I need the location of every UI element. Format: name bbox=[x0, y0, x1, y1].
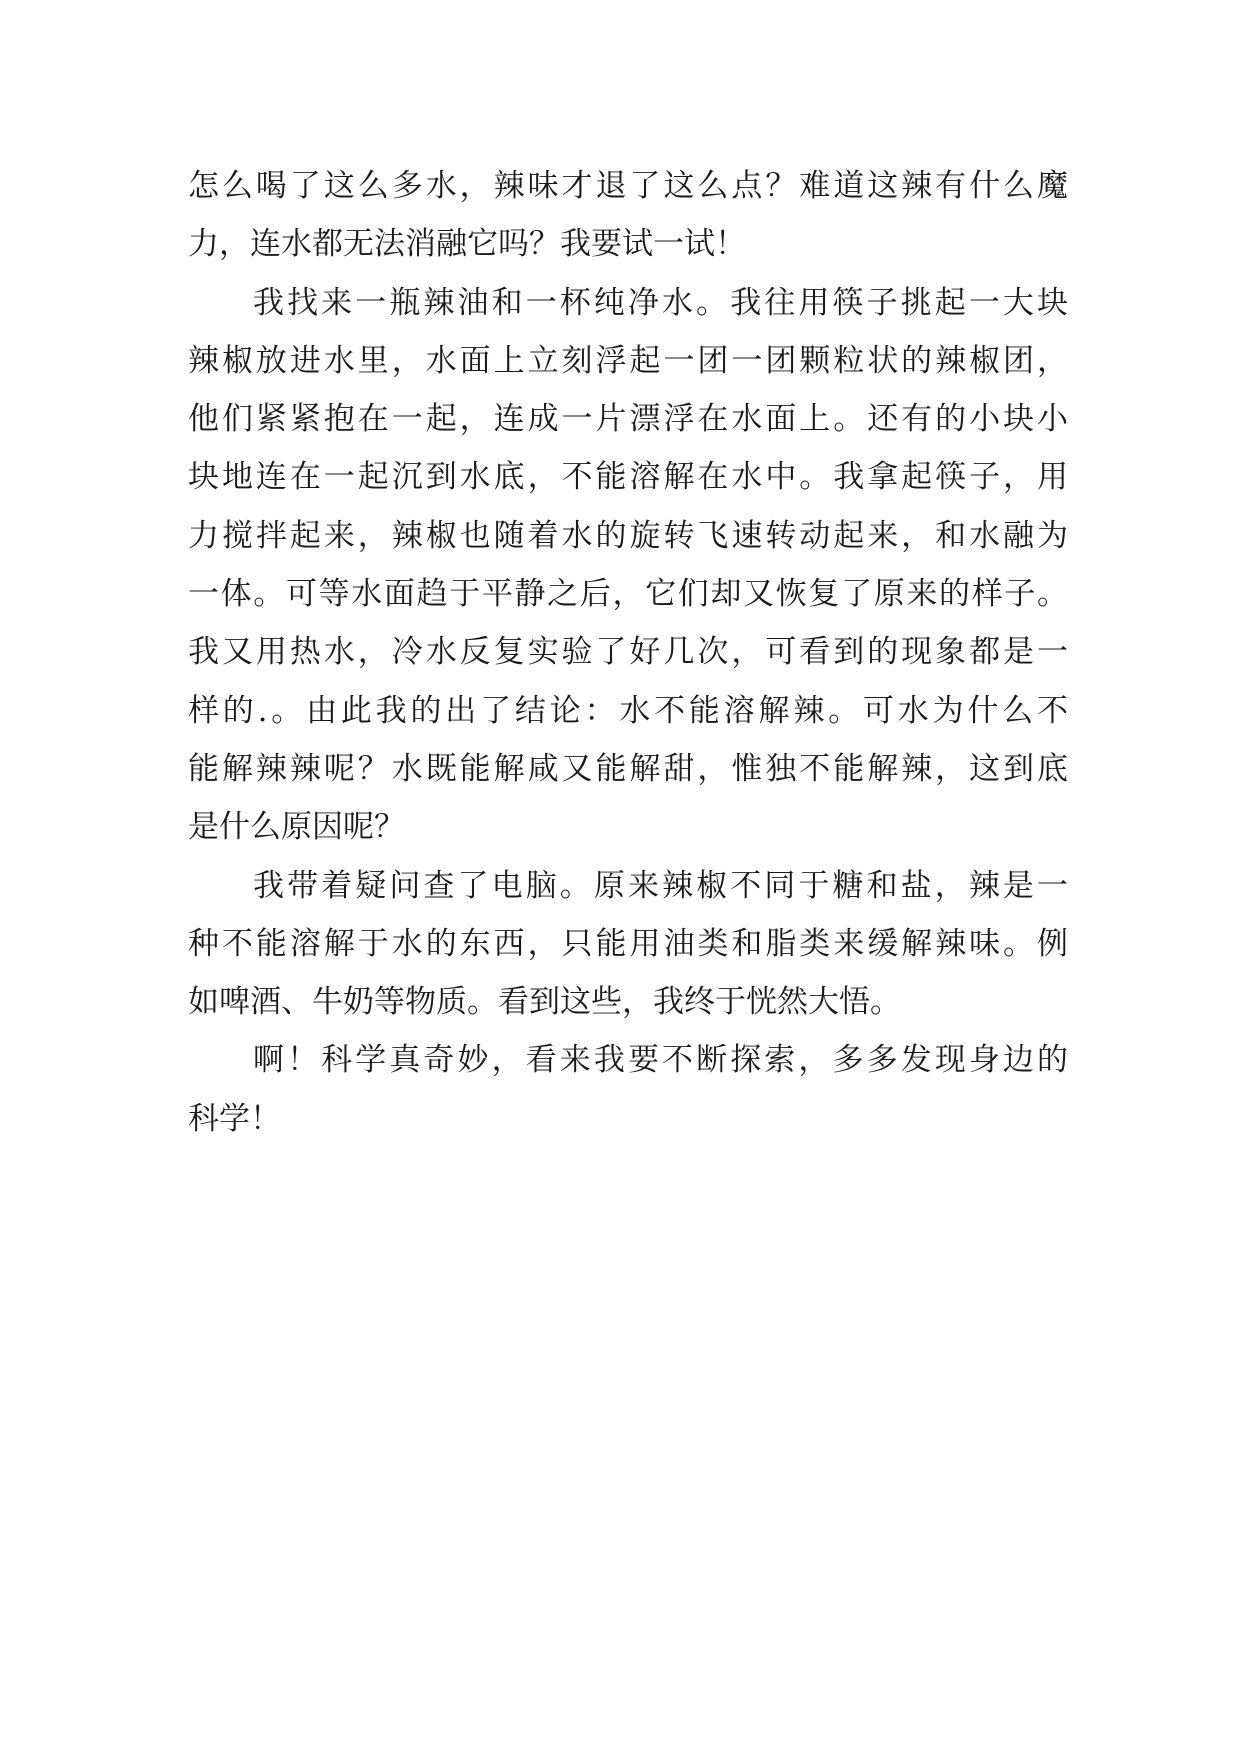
paragraph-2 bbox=[188, 274, 1068, 857]
text-line: 他们紧紧抱在一起，连成一片漂浮在水面上。还有的小块小 bbox=[188, 401, 1068, 438]
text-line: 是什么原因呢？ bbox=[188, 809, 405, 846]
text-line: 能解辣辣呢？水既能解咸又能解甜，惟独不能解辣，这到底 bbox=[188, 750, 1068, 787]
paragraph-3 bbox=[188, 857, 1068, 1032]
paragraph-1 bbox=[188, 157, 1068, 274]
text-line: 我又用热水，冷水反复实验了好几次，可看到的现象都是一 bbox=[188, 634, 1068, 671]
text-line: 辣椒放进水里，水面上立刻浮起一团一团颗粒状的辣椒团， bbox=[188, 342, 1068, 379]
text-line: 块地连在一起沉到水底，不能溶解在水中。我拿起筷子，用 bbox=[188, 459, 1068, 496]
text-line: 我找来一瓶辣油和一杯纯净水。我往用筷子挑起一大块 bbox=[253, 284, 1068, 321]
text-line: 我带着疑问查了电脑。原来辣椒不同于糖和盐，辣是一 bbox=[253, 867, 1068, 904]
text-line: 啊！科学真奇妙，看来我要不断探索，多多发现身边的 bbox=[253, 1042, 1068, 1079]
text-line: 力，连水都无法消融它吗？我要试一试！ bbox=[188, 226, 746, 263]
text-line: 如啤酒、牛奶等物质。看到这些，我终于恍然大悟。 bbox=[188, 984, 901, 1021]
text-line: 样的.。由此我的出了结论：水不能溶解辣。可水为什么不 bbox=[188, 692, 1068, 729]
text-line: 科学！ bbox=[188, 1100, 281, 1137]
text-line: 怎么喝了这么多水，辣味才退了这么点？难道这辣有什么魔 bbox=[188, 168, 1068, 204]
text-line: 力搅拌起来，辣椒也随着水的旋转飞速转动起来，和水融为 bbox=[188, 517, 1068, 554]
text-line: 一体。可等水面趋于平静之后，它们却又恢复了原来的样子。 bbox=[188, 576, 1068, 613]
essay-body bbox=[188, 157, 1068, 1148]
paragraph-4 bbox=[188, 1031, 1068, 1148]
text-line: 种不能溶解于水的东西，只能用油类和脂类来缓解辣味。例 bbox=[188, 925, 1068, 962]
